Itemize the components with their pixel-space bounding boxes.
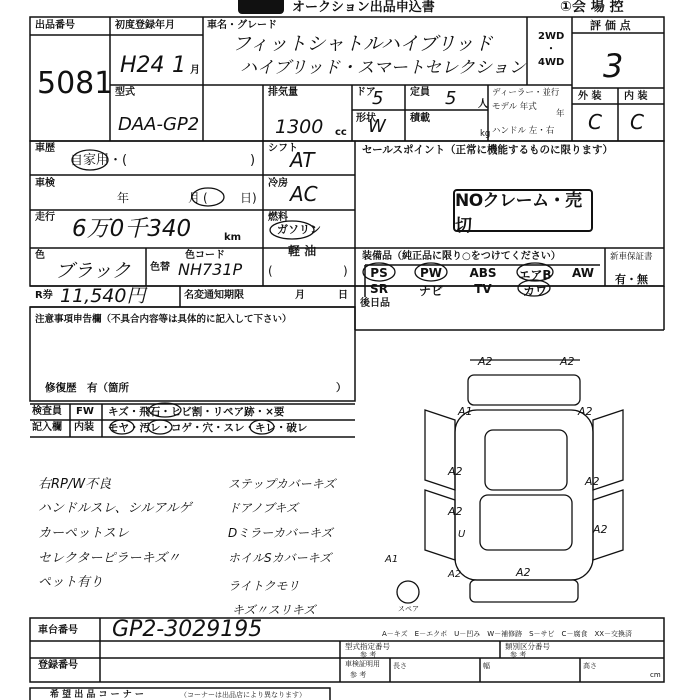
fuel-gasoline: ガソリン bbox=[277, 223, 321, 236]
model-year-unit: 年 bbox=[556, 109, 565, 119]
warranty-label: 新車保証書 bbox=[610, 252, 653, 262]
cert-ref: 参 考 bbox=[350, 671, 367, 679]
capacity-label: 定員 bbox=[410, 87, 430, 98]
name-line1: フィットシャトルハイブリッド bbox=[232, 33, 493, 55]
mark-a2-trunk: A2 bbox=[516, 566, 531, 579]
notes-label: 注意事項申告欄（不具合内容等は具体的に記入して下さい） bbox=[35, 314, 292, 325]
model-year-label: モデル 年式 bbox=[492, 102, 537, 112]
mileage-label: 走行 bbox=[35, 212, 55, 223]
class-number-ref: 参 考 bbox=[510, 651, 527, 659]
footer-corner-label: 希 望 出 品 コ ー ナ ー bbox=[50, 690, 144, 700]
equip-sr: SR bbox=[370, 282, 388, 296]
interior-label: 内 装 bbox=[624, 91, 648, 102]
fw-items: キズ・飛石・ヒビ割・リペア跡・×要 bbox=[108, 406, 285, 418]
lot-number: 5081 bbox=[37, 66, 114, 101]
drive-4wd: 4WD bbox=[538, 57, 565, 68]
height-label: 高さ bbox=[583, 662, 597, 670]
type-specified-label: 型式指定番号 bbox=[345, 642, 390, 651]
cert-label: 車検証明用 bbox=[345, 660, 380, 668]
registration-year: H24 bbox=[120, 53, 165, 78]
equip-airbag: エアB bbox=[518, 268, 552, 282]
remark-left-5: ペット有り bbox=[38, 575, 104, 590]
mark-ua2-bumper: A2 bbox=[448, 569, 462, 580]
equip-aw: AW bbox=[572, 266, 594, 280]
usage-value: 自家用・( bbox=[70, 153, 128, 168]
displacement-unit: cc bbox=[335, 127, 347, 138]
length-label: 長さ bbox=[393, 662, 407, 670]
sheet-title: オークション出品申込書 bbox=[292, 0, 435, 15]
lot-label: 出品番号 bbox=[35, 20, 75, 31]
equip-leather: カワ bbox=[522, 284, 547, 298]
recycle-label: R券 bbox=[35, 290, 53, 301]
exterior-label: 外 装 bbox=[578, 91, 602, 102]
interior-items: モヤ・汚レ・コゲ・穴・スレ・キレ・破レ bbox=[108, 422, 308, 434]
color-value: ブラック bbox=[55, 260, 131, 282]
inspection-day: 日) bbox=[240, 191, 257, 205]
equip-pw: PW bbox=[419, 266, 443, 280]
footer-note: （コーナーは出品店により異なります） bbox=[180, 691, 306, 699]
mark-a2-fender: A2 bbox=[578, 405, 593, 418]
drive-dot: ・ bbox=[546, 44, 556, 55]
mark-a2-front-right: A2 bbox=[560, 355, 575, 368]
shift-value: AT bbox=[290, 148, 315, 172]
selling-label: セールスポイント（正常に機能するものに限ります） bbox=[362, 144, 614, 156]
remark-left-3: カーペットスレ bbox=[38, 526, 129, 541]
displacement-label: 排気量 bbox=[268, 87, 298, 98]
handle-label: ハンドル 左・右 bbox=[492, 126, 555, 136]
transfer-deadline-label: 名変通知期限 bbox=[184, 290, 244, 301]
model-label: 型式 bbox=[115, 87, 135, 98]
remark-left-4: セレクターピラーキズ〃 bbox=[38, 551, 181, 566]
rating-label: 評 価 点 bbox=[590, 19, 631, 32]
chassis-label: 車台番号 bbox=[38, 625, 78, 636]
name-line2: ハイブリッド・スマートセレクション bbox=[240, 58, 526, 78]
class-number-label: 類別区分番号 bbox=[505, 642, 550, 651]
afterday-label: 後日品 bbox=[360, 298, 390, 309]
damage-legend: A－キズ E－エクボ U－凹み W－補修跡 S－サビ C－腐食 XX－交換済 bbox=[382, 630, 633, 638]
type-specified-ref: 参 考 bbox=[360, 651, 377, 659]
drive-2wd: 2WD bbox=[538, 31, 565, 42]
name-label: 車名・グレード bbox=[207, 20, 277, 31]
mark-a2-door-right: A2 bbox=[585, 475, 600, 488]
chassis-number: GP2-3029195 bbox=[112, 617, 263, 642]
displacement-value: 1300 bbox=[275, 116, 324, 138]
mark-a2-front-left: A2 bbox=[478, 355, 493, 368]
color-code-label: 色コード bbox=[185, 250, 225, 261]
inspection-month: 月 bbox=[188, 191, 201, 205]
mark-a1-hood: A1 bbox=[458, 405, 473, 418]
registration-month: 1 bbox=[172, 53, 186, 78]
fuel-diesel: 軽 油 bbox=[288, 244, 317, 258]
equip-ps: PS bbox=[370, 266, 388, 280]
fuel-label: 燃料 bbox=[268, 212, 288, 223]
remark-right-1: ステップカバーキズ bbox=[228, 477, 336, 491]
shape-value: W bbox=[368, 116, 386, 137]
remark-right-3: Dミラーカバーキズ bbox=[228, 526, 333, 540]
doors-value: 5 bbox=[372, 88, 384, 109]
doors-label: ドア bbox=[356, 87, 376, 98]
length-unit: cm bbox=[650, 671, 661, 679]
repair-close: ） bbox=[336, 382, 347, 394]
mark-a2-rear-left: A2 bbox=[448, 505, 463, 518]
transfer-month: 月 bbox=[295, 290, 305, 301]
registration-label: 初度登録年月 bbox=[115, 20, 175, 31]
equip-navi: ナビ bbox=[418, 284, 443, 298]
remark-right-4: ホイルSカバーキズ bbox=[228, 551, 332, 565]
equip-abs: ABS bbox=[469, 266, 497, 280]
inspector-label: 検査員 bbox=[32, 406, 62, 417]
color-label: 色 bbox=[35, 250, 45, 261]
registration-month-unit: 月 bbox=[190, 65, 200, 76]
venue-copy-label: ①会 場 控 bbox=[560, 0, 624, 15]
repair-history: 修復歴 有（箇所 bbox=[45, 382, 129, 394]
exterior-grade: C bbox=[588, 110, 602, 134]
inspection-year: 年 bbox=[117, 191, 130, 205]
inspection-open: ( bbox=[203, 191, 208, 205]
interior-grade: C bbox=[630, 110, 644, 134]
capacity-value: 5 bbox=[445, 88, 457, 109]
fuel-other-open: ( bbox=[268, 264, 273, 278]
dealer-label: ディーラー・並行 bbox=[492, 88, 560, 98]
aircon-value: AC bbox=[290, 182, 318, 206]
transfer-day: 日 bbox=[338, 290, 348, 301]
fw-tag: FW bbox=[76, 406, 94, 417]
mileage-value: 6万0千340 bbox=[72, 216, 192, 242]
no-claim-stamp: NOクレーム・売切 bbox=[453, 189, 593, 232]
interior-tag: 内装 bbox=[74, 422, 94, 433]
rating-value: 3 bbox=[603, 47, 624, 85]
mark-a2-rear-right: A2 bbox=[593, 523, 608, 536]
remark-right-2: ドアノブキズ bbox=[228, 501, 298, 515]
shape-label: 形状 bbox=[356, 113, 376, 124]
load-label: 積載 bbox=[410, 113, 430, 124]
color-code: NH731P bbox=[178, 260, 243, 279]
mark-a2-door-left: A2 bbox=[448, 465, 463, 478]
inspector-entry-label: 記入欄 bbox=[32, 422, 62, 433]
equip-tv: TV bbox=[474, 282, 492, 296]
mark-ua2: A1 bbox=[385, 554, 399, 565]
usage-label: 車歴 bbox=[35, 143, 55, 154]
remark-left-2: ハンドルスレ、シルアルゲ bbox=[38, 501, 192, 516]
inspection-label: 車検 bbox=[35, 178, 55, 189]
width-label: 幅 bbox=[483, 662, 490, 670]
capacity-unit: 人 bbox=[478, 99, 488, 110]
model-value: DAA-GP2 bbox=[118, 114, 200, 135]
load-unit: kg bbox=[480, 129, 491, 139]
fuel-other-close: ) bbox=[343, 264, 348, 278]
shift-label: シフト bbox=[268, 143, 298, 154]
warranty-value: 有・無 bbox=[615, 273, 648, 286]
aircon-label: 冷房 bbox=[268, 178, 288, 189]
registration-number-label: 登録番号 bbox=[38, 660, 78, 671]
mark-u-sill: U bbox=[458, 529, 466, 540]
remark-left-1: 右RP/W不良 bbox=[38, 477, 112, 492]
remark-right-5: ライトクモリ bbox=[228, 579, 300, 593]
usage-close: ) bbox=[250, 153, 256, 168]
mileage-unit: km bbox=[224, 232, 242, 243]
recycle-value: 11,540円 bbox=[60, 285, 146, 307]
equipment-label: 装備品（純正品に限り○をつけてください） bbox=[362, 251, 561, 262]
color-change-label: 色替 bbox=[150, 262, 170, 273]
remark-right-6: キズ〃スリキズ bbox=[232, 603, 316, 617]
spare-tire-label: スペア bbox=[398, 605, 419, 613]
